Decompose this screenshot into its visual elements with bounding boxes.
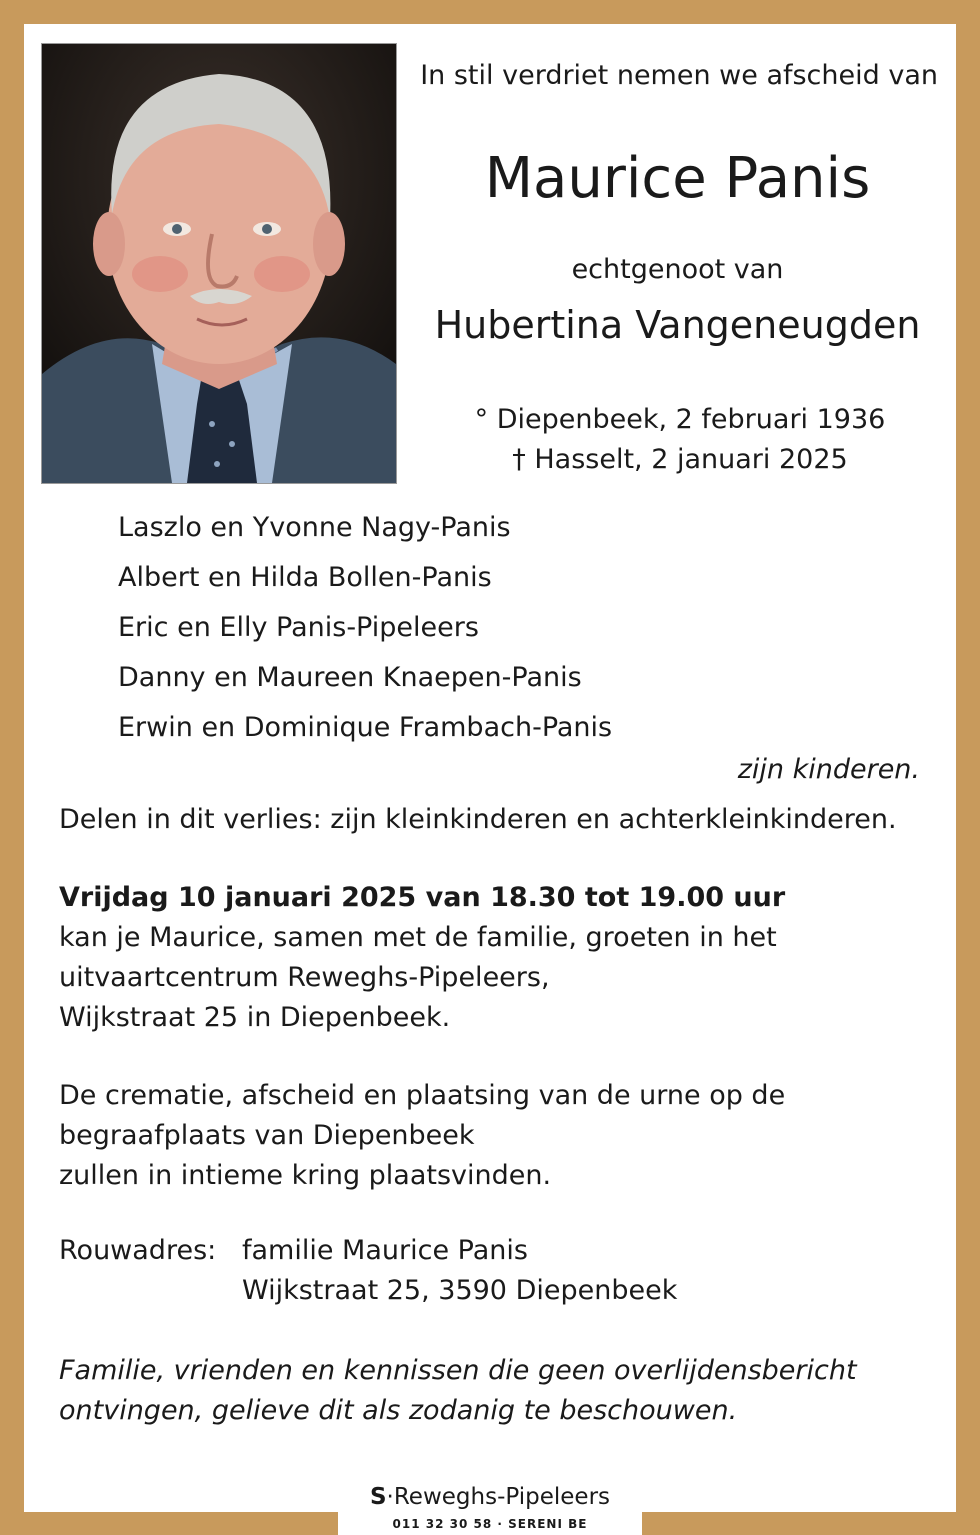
portrait-photo xyxy=(41,43,397,484)
logo-mark: S xyxy=(369,1484,387,1510)
visitation-heading: Vrijdag 10 januari 2025 van 18.30 tot 19.00 uur xyxy=(59,882,786,913)
cremation-paragraph xyxy=(59,1076,785,1196)
address-line-2: Wijkstraat 25, 3590 Diepenbeek xyxy=(242,1275,678,1306)
funeral-home-contact: 011 32 30 58 · SERENI BE xyxy=(392,1517,588,1531)
funeral-home-logo xyxy=(338,1484,642,1510)
child-entry: Albert en Hilda Bollen-Panis xyxy=(118,562,492,593)
cremation-line: De crematie, afscheid en plaatsing van de urne op de xyxy=(59,1080,786,1111)
visitation-line: kan je Maurice, samen met de familie, groeten in het xyxy=(59,922,777,953)
address-line-1: familie Maurice Panis xyxy=(242,1235,528,1266)
logo-dot: · xyxy=(386,1484,394,1510)
child-entry: Eric en Elly Panis-Pipeleers xyxy=(118,612,479,643)
deceased-name: Maurice Panis xyxy=(484,146,871,211)
portrait-illustration xyxy=(42,44,396,483)
closing-line: Familie, vrienden en kennissen die geen overlijdensbericht xyxy=(59,1355,857,1386)
visitation-line: uitvaartcentrum Reweghs-Pipeleers, xyxy=(59,962,550,993)
spouse-label: echtgenoot van xyxy=(571,254,784,285)
death-line: † Hasselt, 2 januari 2025 xyxy=(512,444,848,475)
children-label: zijn kinderen. xyxy=(737,754,920,785)
share-line: Delen in dit verlies: zijn kleinkinderen en achterkleinkinderen. xyxy=(59,804,897,835)
children-list xyxy=(118,503,612,753)
visitation-paragraph xyxy=(59,878,785,1038)
cremation-line: begraafplaats van Diepenbeek xyxy=(59,1120,475,1151)
intro-line: In stil verdriet nemen we afscheid van xyxy=(420,60,938,91)
child-entry: Laszlo en Yvonne Nagy-Panis xyxy=(118,512,511,543)
logo-name: Reweghs-Pipeleers xyxy=(393,1484,611,1510)
cremation-line: zullen in intieme kring plaatsvinden. xyxy=(59,1160,552,1191)
visitation-line: Wijkstraat 25 in Diepenbeek. xyxy=(59,1002,451,1033)
child-entry: Erwin en Dominique Frambach-Panis xyxy=(118,712,613,743)
address-label: Rouwadres: xyxy=(59,1235,217,1266)
closing-line: ontvingen, gelieve dit als zodanig te beschouwen. xyxy=(59,1395,738,1426)
closing-note xyxy=(59,1351,857,1431)
child-entry: Danny en Maureen Knaepen-Panis xyxy=(118,662,582,693)
birth-line: ° Diepenbeek, 2 februari 1936 xyxy=(474,404,886,435)
spouse-name: Hubertina Vangeneugden xyxy=(434,303,921,347)
